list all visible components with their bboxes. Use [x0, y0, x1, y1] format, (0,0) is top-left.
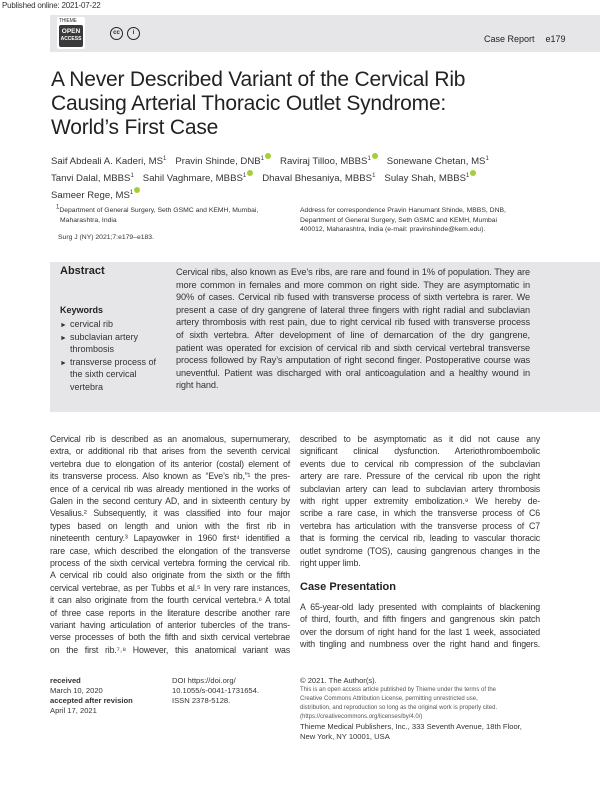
author-affiliation-number: 1 — [242, 172, 247, 179]
text-line: A 65-year-old lady presented with complaints of blackening — [300, 602, 540, 612]
text-line: uneventful. Patient was discharged with oral anticoagulation and a healthy wound in — [176, 367, 530, 378]
received-label: received — [50, 676, 81, 685]
logo-access-text: ACCESS — [60, 36, 82, 42]
keyword-item — [60, 381, 103, 394]
correspondence-line: 400012, Maharashtra, India (e-mail: pravinshinde@kem.edu). — [300, 226, 486, 233]
text-line: that is forming the cervical rib, leading to vascular thoracic — [300, 533, 540, 544]
author-affiliation-number: 1 — [260, 155, 265, 162]
author-name: Sameer Rege, MS — [51, 190, 130, 201]
text-line: vertebra due to elongation of its anterior (costal) element of — [50, 458, 290, 469]
author-name: Raviraj Tilloo, MBBS — [280, 156, 368, 167]
text-line: extra, or additional rib that arises from the seventh cervical — [50, 446, 290, 457]
affiliation-line: Department of General Surgery, Seth GSMC and KEMH, Mumbai, — [59, 207, 259, 214]
article-dates — [50, 676, 133, 716]
arrow-icon: ► — [60, 334, 67, 342]
author-affiliation-number: 1 — [163, 155, 167, 162]
keyword-text: transverse process of — [70, 356, 157, 367]
affiliation — [56, 206, 296, 225]
affiliation-number: 1 — [56, 204, 60, 211]
text-line: right upper limb. — [300, 558, 361, 568]
orcid-icon[interactable] — [134, 187, 140, 193]
text-line: on the first rib.⁷˒⁸ However, this anatomical variant was — [50, 644, 290, 655]
text-line: described to be asymptomatic as it did not cause any — [300, 434, 540, 444]
article-type: Case Report — [484, 34, 535, 44]
text-line: of three case reports in the literature describe another rare — [50, 607, 290, 618]
keyword-text: cervical rib — [70, 319, 114, 329]
license-line: Creative Commons Attribution License, permitting unrestricted use, — [300, 696, 478, 702]
text-line: more common in females and more common on right side. They are asymptomatic in — [176, 279, 530, 290]
copyright-line: © 2021. The Author(s). — [300, 676, 377, 685]
page-number: e179 — [545, 34, 566, 44]
text-line: variant having articulation of anterior tubercles of the trans- — [50, 620, 290, 630]
keyword-item — [60, 343, 114, 356]
title-line: World’s First Case — [51, 116, 219, 139]
running-head — [484, 34, 577, 44]
author — [387, 156, 489, 167]
publisher-line: New York, NY 10001, USA — [300, 732, 390, 741]
orcid-icon[interactable] — [470, 170, 476, 176]
orcid-icon[interactable] — [372, 153, 378, 159]
doi-line[interactable]: 10.1055/s-0041-1731654. — [172, 686, 259, 695]
cc-icon: cc — [110, 27, 123, 40]
text-line: types based on length and union with the first rib in — [50, 520, 290, 531]
logo-open-access-badge — [59, 25, 83, 47]
author-affiliation-number: 1 — [129, 189, 134, 196]
text-line: ence of a cervical rib was already mentioned in the works of — [50, 483, 290, 494]
text-line: with right upper extremity embolization.⁹ We hereby de- — [300, 496, 540, 506]
keyword-text: vertebra — [70, 382, 104, 392]
author-affiliation-number: 1 — [466, 172, 470, 179]
abstract-heading: Abstract — [60, 265, 105, 277]
text-line: patient was operated for excision of cervical rib and sixth cervical vertebral transverse — [176, 342, 530, 353]
author — [51, 190, 140, 201]
issn-line: ISSN 2378-5128. — [172, 696, 231, 705]
text-line: over the dorsum of right hand for the last 1 week, associated — [300, 626, 540, 637]
text-line: process of the sixth cervical vertebra forming the cervical rib. — [50, 558, 290, 568]
author-affiliation-number: 1 — [372, 172, 376, 179]
text-line: Galen in the second century AD, and in sixteenth century by — [50, 496, 290, 506]
logo-thieme-text: THIEME — [59, 18, 77, 24]
accepted-label: accepted after revision — [50, 696, 133, 705]
article-title — [51, 68, 465, 140]
title-line: Causing Arterial Thoracic Outlet Syndrome: — [51, 92, 447, 115]
author — [51, 156, 166, 167]
published-date: Published online: 2021-07-22 — [2, 1, 101, 10]
author-affiliation-number: 1 — [130, 172, 134, 179]
author-name: Saif Abdeali A. Kaderi, MS — [51, 156, 163, 167]
section-heading-case-presentation: Case Presentation — [300, 581, 396, 593]
author-list — [51, 153, 591, 204]
journal-citation: Surg J (NY) 2021;7:e179–e183. — [58, 234, 154, 241]
correspondence-line: Address for correspondence Pravin Hanumant Shinde, MBBS, DNB, — [300, 207, 506, 214]
author-name: Pravin Shinde, DNB — [175, 156, 261, 167]
author — [175, 156, 271, 167]
license-url[interactable]: (https://creativecommons.org/licenses/by/4.0/) — [300, 714, 423, 720]
orcid-icon[interactable] — [247, 170, 253, 176]
text-line: Cervical ribs, also known as Eve’s ribs, are rare and found in 1% of population. They are — [176, 267, 530, 277]
author-affiliation-number: 1 — [485, 155, 489, 162]
author — [262, 173, 375, 184]
keyword-text: subclavian artery — [70, 331, 139, 342]
keyword-text: thrombosis — [70, 344, 115, 355]
arrow-icon: ► — [60, 359, 67, 367]
keyword-text: the sixth cervical — [70, 369, 137, 380]
text-line: outlet syndrome (TOS), causing gangrenous changes in the — [300, 545, 540, 556]
copyright-block — [300, 676, 522, 742]
license-line: This is an open access article published by Thieme under the terms of the — [300, 687, 496, 693]
keyword-item — [60, 368, 137, 381]
author-name: Dhaval Bhesaniya, MBBS — [262, 173, 373, 184]
text-line: scribe a rare case, in which the transverse process of C6 — [300, 508, 540, 519]
correspondence-line: Department of General Surgery, Seth GSMC and KEMH, Mumbai — [300, 216, 498, 224]
text-line: verse processes of both the fifth and sixth cervical vertebrae — [50, 632, 290, 643]
logo-open-text: OPEN — [61, 28, 81, 35]
thieme-open-access-logo — [57, 17, 85, 49]
text-line: cervical vertebrae, as per Tubbs et al.⁵ In very rare instances, — [50, 582, 290, 593]
affiliation-line: Maharashtra, India — [60, 216, 117, 224]
text-line: artery are rare. Pressure of the cervical rib upon the right — [300, 471, 540, 482]
text-line: subclavian artery can lead to subclavian artery thrombosis — [300, 483, 540, 494]
text-line: its transverse process. Also known as “Eve’s rib,”¹ the pres- — [50, 471, 290, 482]
accepted-date: April 17, 2021 — [50, 706, 97, 715]
publisher-line: Thieme Medical Publishers, Inc., 333 Seventh Avenue, 18th Floor, — [300, 722, 522, 731]
text-line: artery thrombosis with rest pain, due to right cervical rib fused with transverse process — [176, 317, 530, 328]
text-line: it can also originate from the fourth cervical vertebra.⁶ A total — [50, 595, 290, 606]
attribution-icon: i — [127, 27, 140, 40]
doi-line[interactable]: DOI https://doi.org/ — [172, 676, 236, 685]
text-line: nineteenth century.³ Lapayowker in 1960 first⁴ identified a — [50, 533, 290, 544]
keywords-heading: Keywords — [60, 305, 104, 315]
text-line: with tingling and numbness over the right hand and fingers. — [300, 639, 540, 650]
author — [143, 173, 253, 184]
author-name: Tanvi Dalal, MBBS — [51, 173, 131, 184]
author-name: Sulay Shah, MBBS — [384, 173, 467, 184]
author — [384, 173, 476, 184]
arrow-icon: ► — [60, 322, 67, 329]
text-line: vertebra has articulation with the transverse process of C7 — [300, 520, 540, 531]
text-line: events due to cervical rib compression of the subclavian — [300, 458, 540, 469]
text-line: 90% of cases. Cervical rib fused with transverse process of sixth vertebra is rarer. We — [176, 292, 530, 303]
author — [51, 173, 134, 184]
text-line: of third, fourth, and fifth fingers and gangrenous skin patch — [300, 614, 540, 625]
doi-block — [172, 676, 259, 706]
orcid-icon[interactable] — [265, 153, 271, 159]
text-line: Cervical rib is described as an anomalous, supernumerary, — [50, 434, 290, 444]
received-date: March 10, 2020 — [50, 686, 103, 695]
text-line: rare case, which described the elongation of the transverse — [50, 545, 290, 556]
text-line: significant clinical dysfunction. Arteriothromboembolic — [300, 446, 540, 457]
text-line: process followed by Ray’s amputation of right second finger. Postoperative course was — [176, 355, 530, 366]
text-line: A cervical rib could also originate from the sixth or the fifth — [50, 570, 290, 581]
text-line: right hand. — [176, 380, 219, 391]
text-line: Vesalius.² Subsequently, it was classified into four major — [50, 508, 290, 519]
text-line: present a case of dry gangrene of lateral three fingers with right radial and subclavian — [176, 304, 530, 315]
author — [280, 156, 378, 167]
correspondence — [300, 206, 506, 235]
author-name: Sonewane Chetan, MS — [386, 156, 486, 167]
license-line: distribution, and reproduction so long as the original work is properly cited. — [300, 705, 498, 711]
author-affiliation-number: 1 — [367, 155, 371, 162]
title-line: A Never Described Variant of the Cervical Rib — [51, 68, 466, 91]
author-name: Sahil Vaghmare, MBBS — [142, 173, 243, 184]
text-line: of sixth vertebra. After development of line of demarcation of the dry gangrene, — [176, 330, 530, 340]
